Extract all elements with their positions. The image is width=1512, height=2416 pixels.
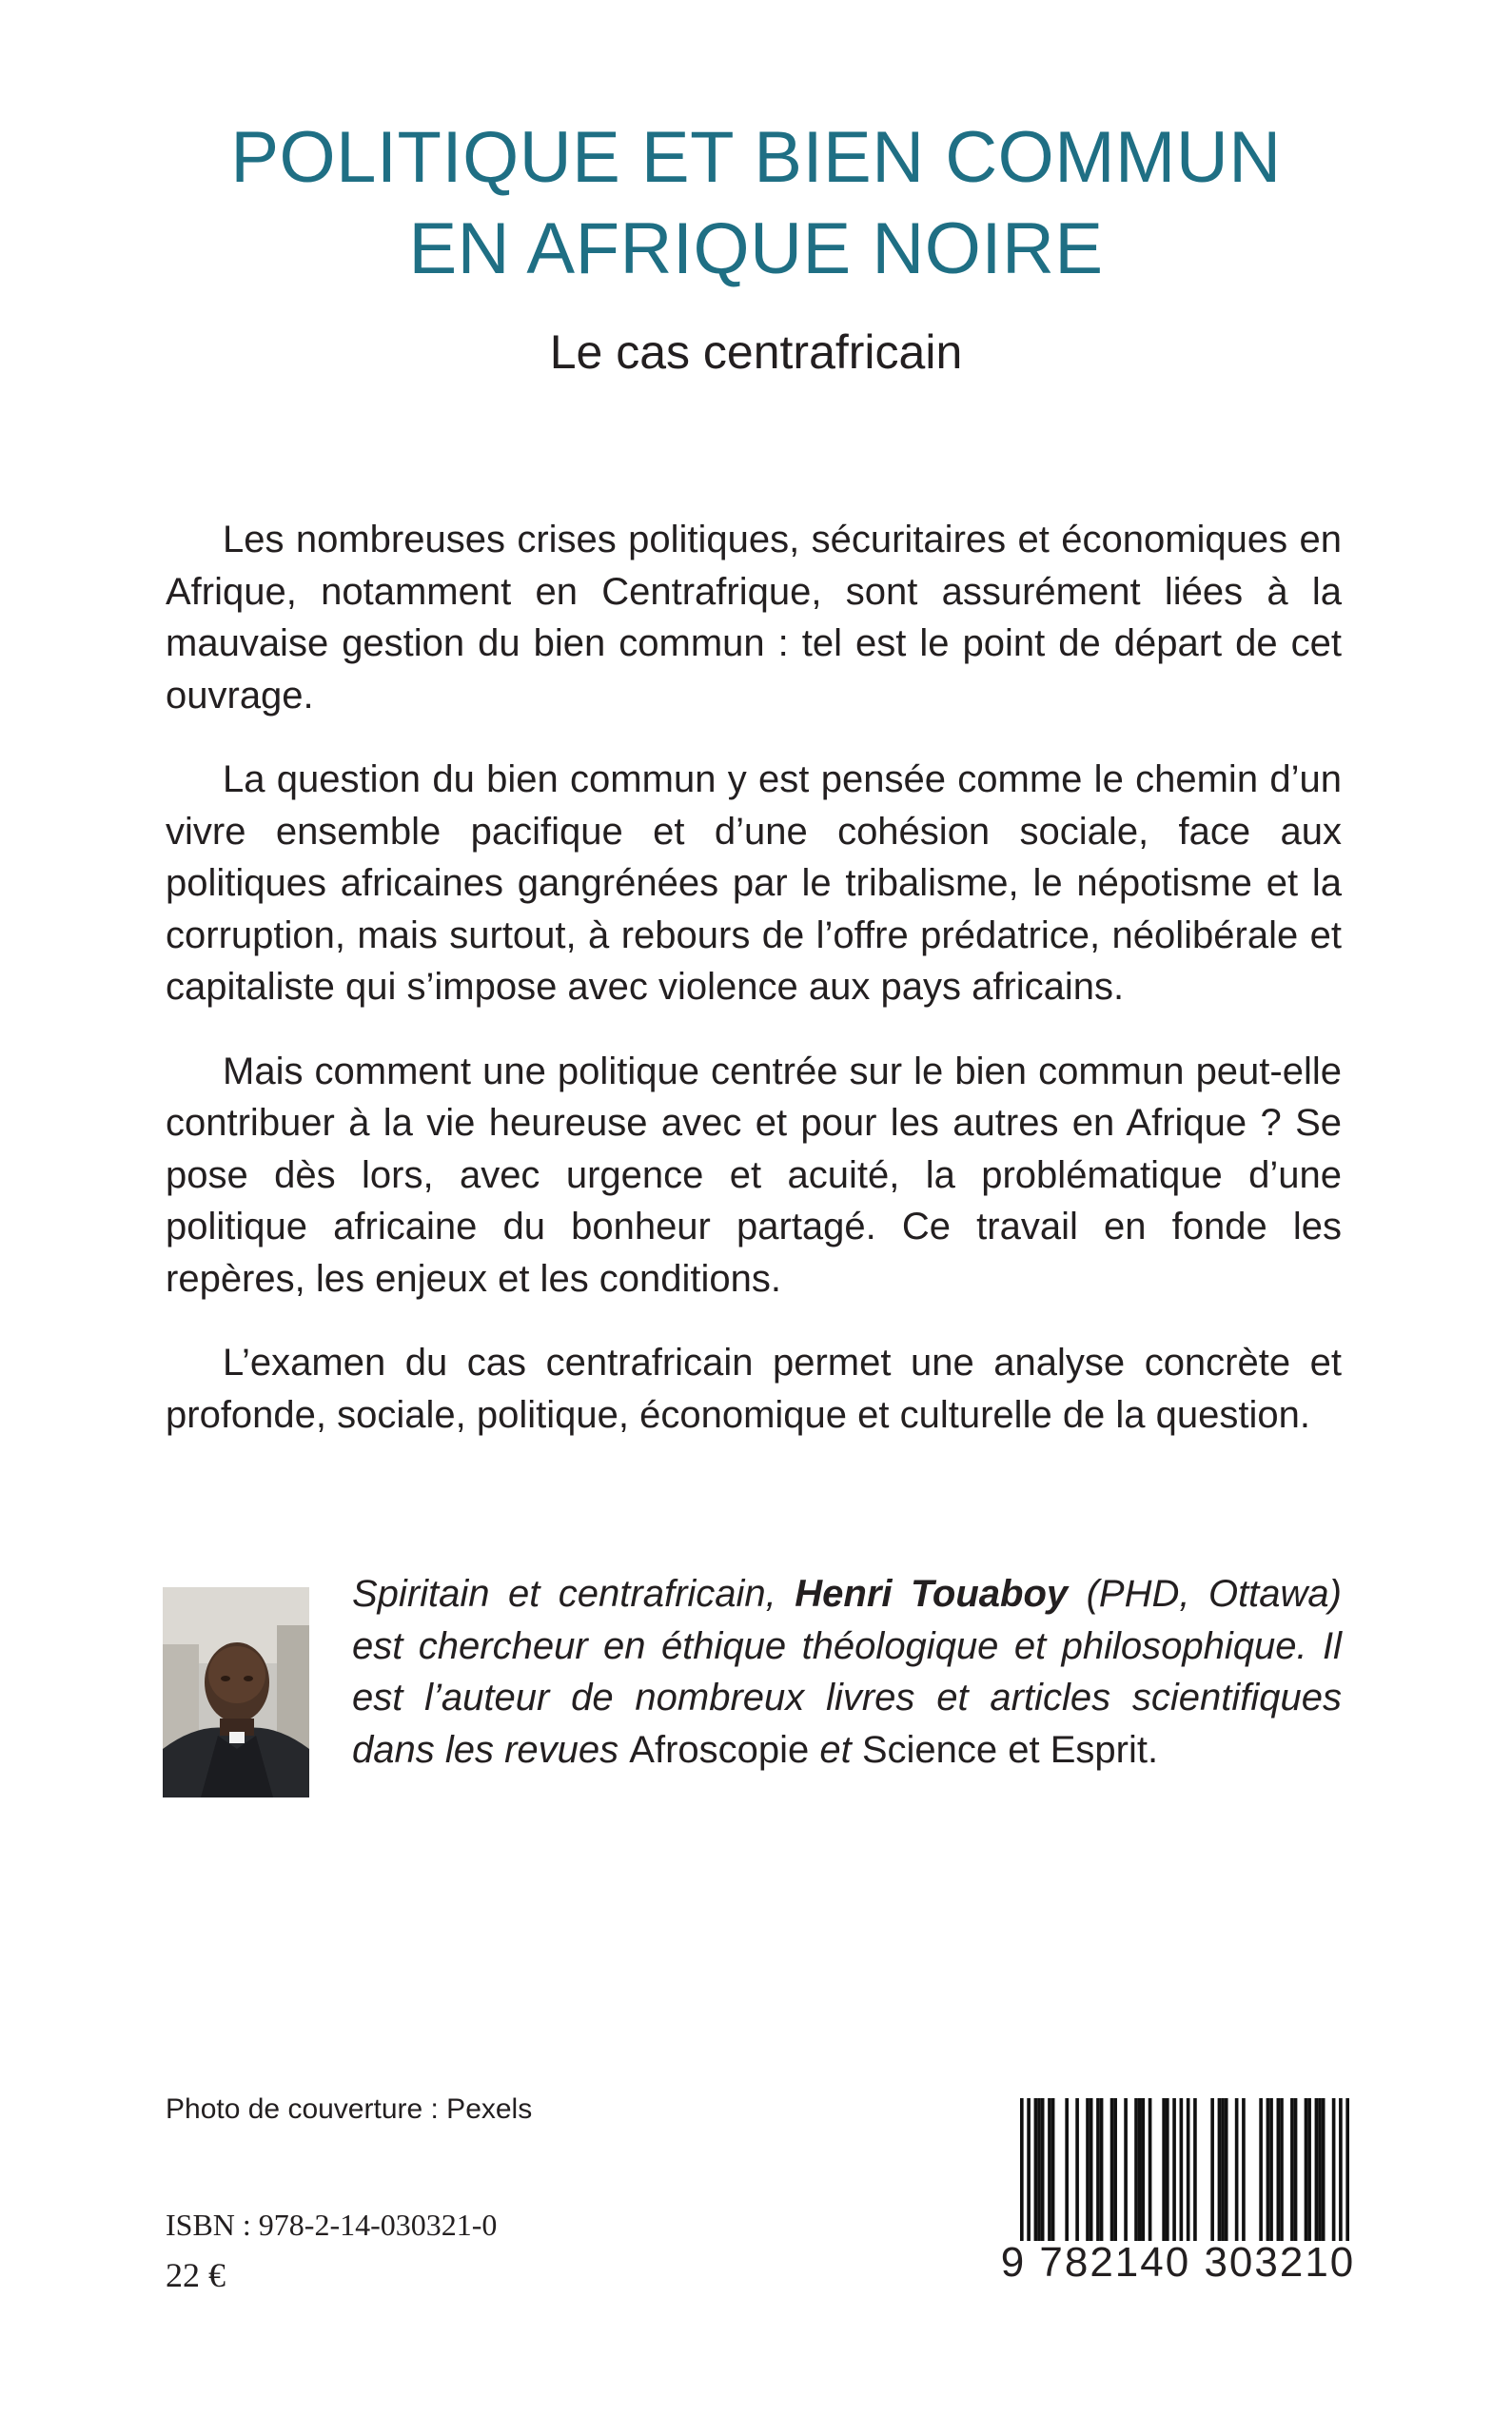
price: 22 € bbox=[166, 2256, 226, 2294]
barcode-bar bbox=[1100, 2098, 1104, 2241]
barcode-bar bbox=[1141, 2098, 1145, 2241]
photo-credit: Photo de couverture : Pexels bbox=[166, 2093, 533, 2125]
barcode-bar bbox=[1110, 2098, 1114, 2241]
barcode-bar bbox=[1290, 2098, 1294, 2241]
barcode-bar bbox=[1027, 2098, 1031, 2241]
barcode-bar bbox=[1124, 2098, 1128, 2241]
barcode-bar bbox=[1345, 2098, 1349, 2241]
barcode-bar bbox=[1193, 2098, 1197, 2241]
barcode-bar bbox=[1269, 2098, 1273, 2241]
barcode-bar bbox=[1242, 2098, 1246, 2241]
barcode-bar bbox=[1041, 2098, 1045, 2241]
barcode-bar bbox=[1259, 2098, 1263, 2241]
barcode-bar bbox=[1235, 2098, 1239, 2241]
blurb-paragraph-1: Les nombreuses crises politiques, sécuritaires et économiques en Afrique, notamment en Centrafrique, sont assurément liées à la mauvaise gestion du bien commun : tel est le point de départ de cet ouvrage. bbox=[166, 519, 1342, 717]
barcode-bar bbox=[1221, 2098, 1225, 2241]
barcode-bar bbox=[1048, 2098, 1051, 2241]
author-name: Henri Touaboy bbox=[795, 1573, 1069, 1615]
barcode-bar bbox=[1218, 2098, 1222, 2241]
book-subtitle: Le cas centrafricain bbox=[549, 325, 963, 379]
blurb-paragraph-3: Mais comment une politique centrée sur le bien commun peut-elle contribuer à la vie heureuse avec et pour les autres en Afrique ? Se pose dès lors, avec urgence et acuité, la problématique d’une politique africaine du bonheur partagé. Ce travail en fonde les repères, les enjeux et les conditions. bbox=[166, 1050, 1342, 1300]
barcode-bar bbox=[1086, 2098, 1090, 2241]
barcode bbox=[1020, 2098, 1349, 2241]
barcode-bar bbox=[1180, 2098, 1184, 2241]
blurb-paragraph-2: La question du bien commun y est pensée comme le chemin d’un vivre ensemble pacifique et d’une cohésion sociale, face aux politiques africaines gangrénées par le tribalisme, le népotisme et la corruption, mais surtout, à rebours de l’offre prédatrice, néolibérale et capitaliste qui s’impose avec violence aux pays africains. bbox=[166, 758, 1342, 1008]
barcode-bar bbox=[1065, 2098, 1069, 2241]
barcode-bar bbox=[1210, 2098, 1214, 2241]
author-portrait-image bbox=[163, 1587, 309, 1797]
journal-name-1: Afroscopie bbox=[629, 1728, 810, 1771]
book-title-line-2: EN AFRIQUE NOIRE bbox=[408, 208, 1104, 289]
author-bio bbox=[352, 1568, 1342, 1776]
barcode-bar bbox=[1187, 2098, 1190, 2241]
bio-after-name: (PHD, Ottawa) est chercheur en éthique théologique et philosophique. Il est l’auteur de nombreux livres et articles scientifiques dans les revues bbox=[352, 1573, 1342, 1771]
isbn: ISBN : 978-2-14-030321-0 bbox=[166, 2208, 498, 2242]
barcode-bar bbox=[1322, 2098, 1325, 2241]
barcode-bar bbox=[1307, 2098, 1311, 2241]
bio-end: . bbox=[1148, 1728, 1159, 1771]
barcode-bar bbox=[1020, 2098, 1024, 2241]
barcode-bar bbox=[1149, 2098, 1152, 2241]
barcode-bar bbox=[1332, 2098, 1336, 2241]
barcode-bar bbox=[1225, 2098, 1228, 2241]
blurb-paragraph-4: L’examen du cas centrafricain permet une analyse concrète et profonde, sociale, politique, économique et culturelle de la question. bbox=[166, 1342, 1342, 1436]
barcode-bar bbox=[1134, 2098, 1138, 2241]
barcode-bar bbox=[1113, 2098, 1117, 2241]
barcode-bar bbox=[1280, 2098, 1284, 2241]
barcode-bar bbox=[1138, 2098, 1142, 2241]
barcode-bar bbox=[1034, 2098, 1038, 2241]
barcode-bar bbox=[1051, 2098, 1055, 2241]
barcode-bar bbox=[1339, 2098, 1343, 2241]
barcode-bar bbox=[1090, 2098, 1093, 2241]
barcode-bar bbox=[1315, 2098, 1319, 2241]
barcode-bar bbox=[1166, 2098, 1169, 2241]
barcode-number: 9 782140 303210 bbox=[1000, 2239, 1356, 2286]
bio-connector: et bbox=[809, 1728, 862, 1771]
barcode-bar bbox=[1162, 2098, 1166, 2241]
blurb bbox=[166, 514, 1342, 1473]
book-title bbox=[0, 112, 1512, 295]
barcode-bar bbox=[1318, 2098, 1322, 2241]
barcode-bar bbox=[1294, 2098, 1298, 2241]
author-photo bbox=[163, 1587, 309, 1797]
barcode-bar bbox=[1277, 2098, 1281, 2241]
barcode-bar bbox=[1267, 2098, 1270, 2241]
journal-name-2: Science et Esprit bbox=[861, 1728, 1148, 1771]
barcode-bar bbox=[1305, 2098, 1308, 2241]
barcode-bar bbox=[1075, 2098, 1079, 2241]
book-title-line-1: POLITIQUE ET BIEN COMMUN bbox=[230, 117, 1282, 198]
barcode-bar bbox=[1172, 2098, 1176, 2241]
bio-intro: Spiritain et centrafricain, bbox=[352, 1573, 795, 1615]
barcode-bar bbox=[1096, 2098, 1100, 2241]
barcode-bar bbox=[1037, 2098, 1041, 2241]
